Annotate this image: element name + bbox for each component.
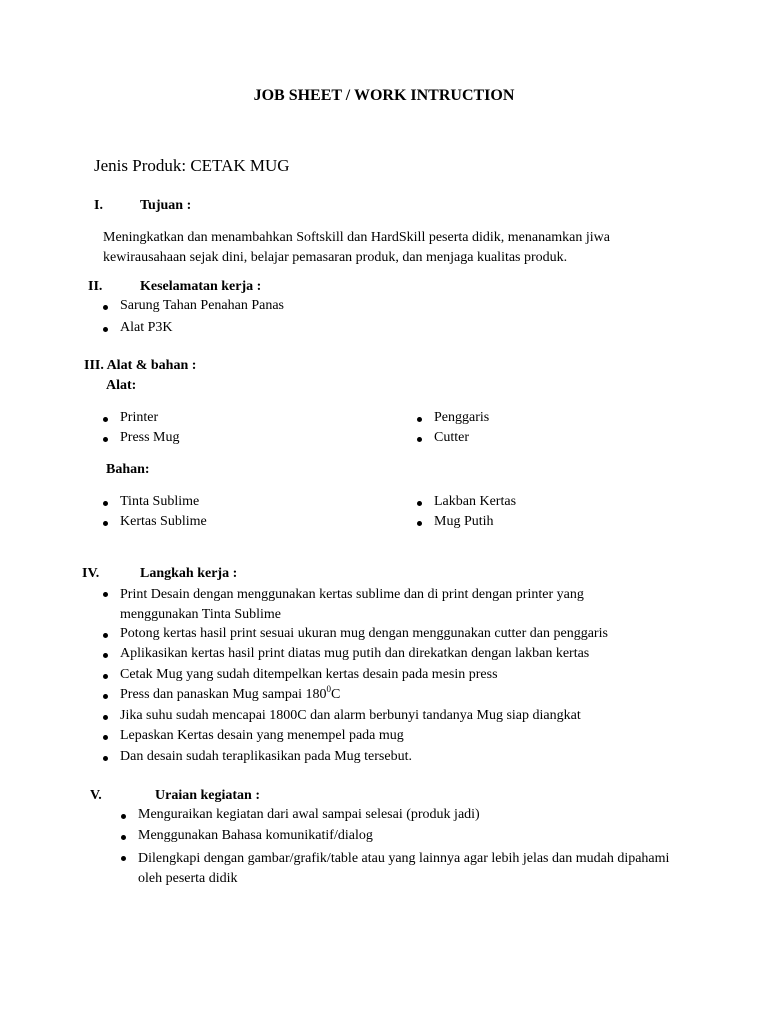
degree-superscript: 0: [326, 684, 331, 694]
bullet-icon: [417, 521, 422, 526]
bullet-icon: [103, 674, 108, 679]
list-item: Dan desain sudah teraplikasikan pada Mug tersebut.: [120, 749, 412, 765]
bullet-icon: [103, 437, 108, 442]
bullet-icon: [103, 715, 108, 720]
section-4-title: Langkah kerja :: [140, 566, 238, 581]
product-type: Jenis Produk: CETAK MUG: [94, 156, 290, 175]
bullet-icon: [121, 835, 126, 840]
list-item: Tinta Sublime: [120, 494, 199, 510]
list-item: Mug Putih: [434, 514, 494, 530]
page-title: JOB SHEET / WORK INTRUCTION: [253, 87, 515, 104]
list-item: Penggaris: [434, 410, 489, 426]
bullet-icon: [103, 694, 108, 699]
bullet-icon: [103, 756, 108, 761]
list-item: Menggunakan Bahasa komunikatif/dialog: [138, 828, 373, 844]
list-item: Menguraikan kegiatan dari awal sampai selesai (produk jadi): [138, 807, 480, 823]
list-item: Aplikasikan kertas hasil print diatas mug putih dan direkatkan dengan lakban kertas: [120, 646, 589, 662]
temperature-unit: C: [330, 687, 341, 702]
list-item: Cutter: [434, 430, 469, 446]
bullet-icon: [103, 592, 108, 597]
section-2-title: Keselamatan kerja :: [140, 279, 262, 294]
bullet-icon: [103, 521, 108, 526]
bullet-icon: [121, 814, 126, 819]
list-item: Kertas Sublime: [120, 514, 207, 530]
bullet-icon: [417, 437, 422, 442]
section-4-number: IV.: [82, 566, 100, 581]
list-item: Jika suhu sudah mencapai 1800C dan alarm berbunyi tandanya Mug siap diangkat: [120, 708, 581, 724]
bullet-icon: [103, 327, 108, 332]
section-1-number: I.: [94, 198, 103, 213]
section-5-number: V.: [90, 788, 102, 803]
bullet-icon: [103, 417, 108, 422]
bullet-icon: [103, 735, 108, 740]
section-1-title: Tujuan :: [140, 198, 192, 213]
list-item: Cetak Mug yang sudah ditempelkan kertas desain pada mesin press: [120, 667, 498, 683]
list-item: Press dan panaskan Mug sampai $180^0C$: [120, 687, 340, 703]
bullet-icon: [417, 501, 422, 506]
alat-label: Alat:: [106, 378, 137, 393]
section-2-number: II.: [88, 279, 103, 294]
list-item: Sarung Tahan Penahan Panas: [120, 298, 284, 314]
bullet-icon: [121, 856, 126, 861]
list-item: Alat P3K: [120, 320, 173, 336]
list-item: Printer: [120, 410, 158, 426]
section-3-title: III. Alat & bahan :: [84, 358, 197, 373]
section-5-title: Uraian kegiatan :: [155, 788, 260, 803]
list-item: Press Mug: [120, 430, 180, 446]
list-item: Potong kertas hasil print sesuai ukuran mug dengan menggunakan cutter dan penggaris: [120, 626, 608, 642]
list-item: Dilengkapi dengan gambar/grafik/table atau yang lainnya agar lebih jelas dan mudah dipahami oleh peserta didik: [138, 849, 678, 889]
bullet-icon: [103, 653, 108, 658]
section-1-text: Meningkatkan dan menambahkan Softskill dan HardSkill peserta didik, menanamkan jiwa kewirausahaan sejak dini, belajar pemasaran produk, dan menjaga kualitas produk.: [103, 230, 610, 265]
list-item: Print Desain dengan menggunakan kertas sublime dan di print dengan printer yang menggunakan Tinta Sublime: [120, 585, 650, 625]
list-item: Lepaskan Kertas desain yang menempel pada mug: [120, 728, 404, 744]
bahan-label: Bahan:: [106, 462, 150, 477]
bullet-icon: [103, 305, 108, 310]
bullet-icon: [417, 417, 422, 422]
bullet-icon: [103, 633, 108, 638]
bullet-icon: [103, 501, 108, 506]
list-item: Lakban Kertas: [434, 494, 516, 510]
